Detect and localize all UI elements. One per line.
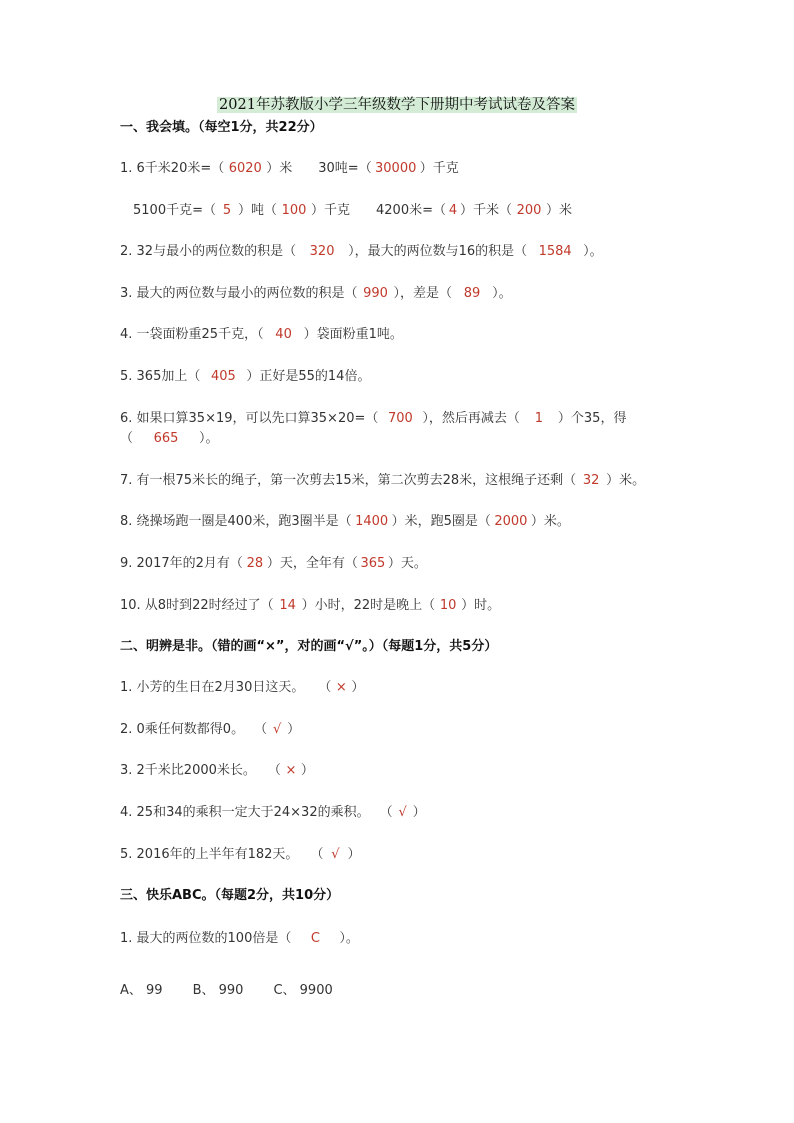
question-1-2: 2. 32与最小的两位数的积是（ 320 ），最大的两位数与16的积是（ 1584 ）。: [120, 244, 603, 259]
section-3-heading: 三、快乐ABC。（每题2分，共10分）: [120, 888, 340, 903]
question-1-4: 4. 一袋面粉重25千克，（ 40 ）袋面粉重1吨。: [120, 327, 403, 342]
question-1-1: 1. 6千米20米=（ 6020 ）米 30吨=（ 30000 ）千克: [120, 161, 459, 176]
question-1-6: 6. 如果口算35×19，可以先口算35×20=（ 700 ），然后再减去（ 1 ）个35，得: [120, 411, 627, 426]
section-1-heading: 一、我会填。（每空1分，共22分）: [120, 120, 323, 135]
answer: ×: [335, 680, 347, 695]
answer: 200: [516, 203, 542, 218]
option-c: C、 9900: [273, 983, 333, 998]
option-a: A、 99: [120, 983, 163, 998]
answer: 4: [448, 203, 458, 218]
answer: 89: [463, 286, 481, 301]
answer: 320: [309, 244, 335, 259]
answer: √: [331, 847, 340, 862]
answer: ×: [285, 763, 297, 778]
question-1-9: 9. 2017年的2月有（ 28 ）天，全年有（ 365 ）天。: [120, 556, 427, 571]
answer: C: [310, 931, 320, 946]
answer: 1400: [355, 514, 389, 529]
question-1-10: 10. 从8时到22时经过了（ 14 ）小时，22时是晚上（ 10 ）时。: [120, 598, 501, 613]
answer: 365: [360, 556, 386, 571]
answer: 6020: [228, 161, 262, 176]
answer: 990: [363, 286, 388, 301]
question-2-1: 1. 小芳的生日在2月30日这天。 （ × ）: [120, 680, 365, 695]
answer: 700: [387, 411, 413, 426]
answer: 1: [534, 411, 544, 426]
section-2-heading: 二、明辨是非。（错的画“×”，对的画“√”。）（每题1分，共5分）: [120, 639, 498, 654]
question-2-4: 4. 25和34的乘积一定大于24×32的乘积。 （ √ ）: [120, 805, 426, 820]
answer: 28: [246, 556, 264, 571]
answer: 1584: [538, 244, 572, 259]
question-1-6-cont: （ 665 ）。: [120, 431, 219, 446]
question-1-7: 7. 有一根75米长的绳子，第一次剪去15米，第二次剪去28米，这根绳子还剩（ 32 ）米。: [120, 473, 646, 488]
answer: 10: [439, 598, 457, 613]
answer: 5: [222, 203, 232, 218]
question-1-3: 3. 最大的两位数与最小的两位数的积是（ 990 ），差是（ 89 ）。: [120, 286, 512, 301]
question-1-1b: 5100千克=（ 5 ）吨（ 100 ）千克 4200米=（ 4 ）千米（ 200 ）米: [133, 203, 573, 218]
answer: 405: [210, 369, 236, 384]
question-2-3: 3. 2千米比2000米长。 （ × ）: [120, 763, 314, 778]
answer: 665: [153, 431, 179, 446]
answer: 40: [275, 327, 292, 342]
page-title: 2021年苏教版小学三年级数学下册期中考试试卷及答案: [219, 97, 575, 113]
answer: 32: [582, 473, 600, 488]
answer: 14: [279, 598, 296, 613]
answer: 30000: [375, 161, 417, 176]
option-b: B、 990: [192, 983, 244, 998]
question-3-1-options: [120, 982, 333, 1000]
question-2-5: 5. 2016年的上半年有182天。 （ √ ）: [120, 847, 361, 862]
question-3-1: 1. 最大的两位数的100倍是（ C ）。: [120, 931, 359, 946]
answer: 100: [281, 203, 307, 218]
question-1-8: 8. 绕操场跑一圈是400米，跑3圈半是（ 1400 ）米，跑5圈是（ 2000 ）米。: [120, 514, 570, 529]
question-2-2: 2. 0乘任何数都得0。 （ √ ）: [120, 722, 301, 737]
answer: √: [398, 805, 407, 820]
answer: √: [272, 722, 282, 737]
answer: 2000: [494, 514, 528, 529]
question-1-5: 5. 365加上（ 405 ）正好是55的14倍。: [120, 369, 371, 384]
